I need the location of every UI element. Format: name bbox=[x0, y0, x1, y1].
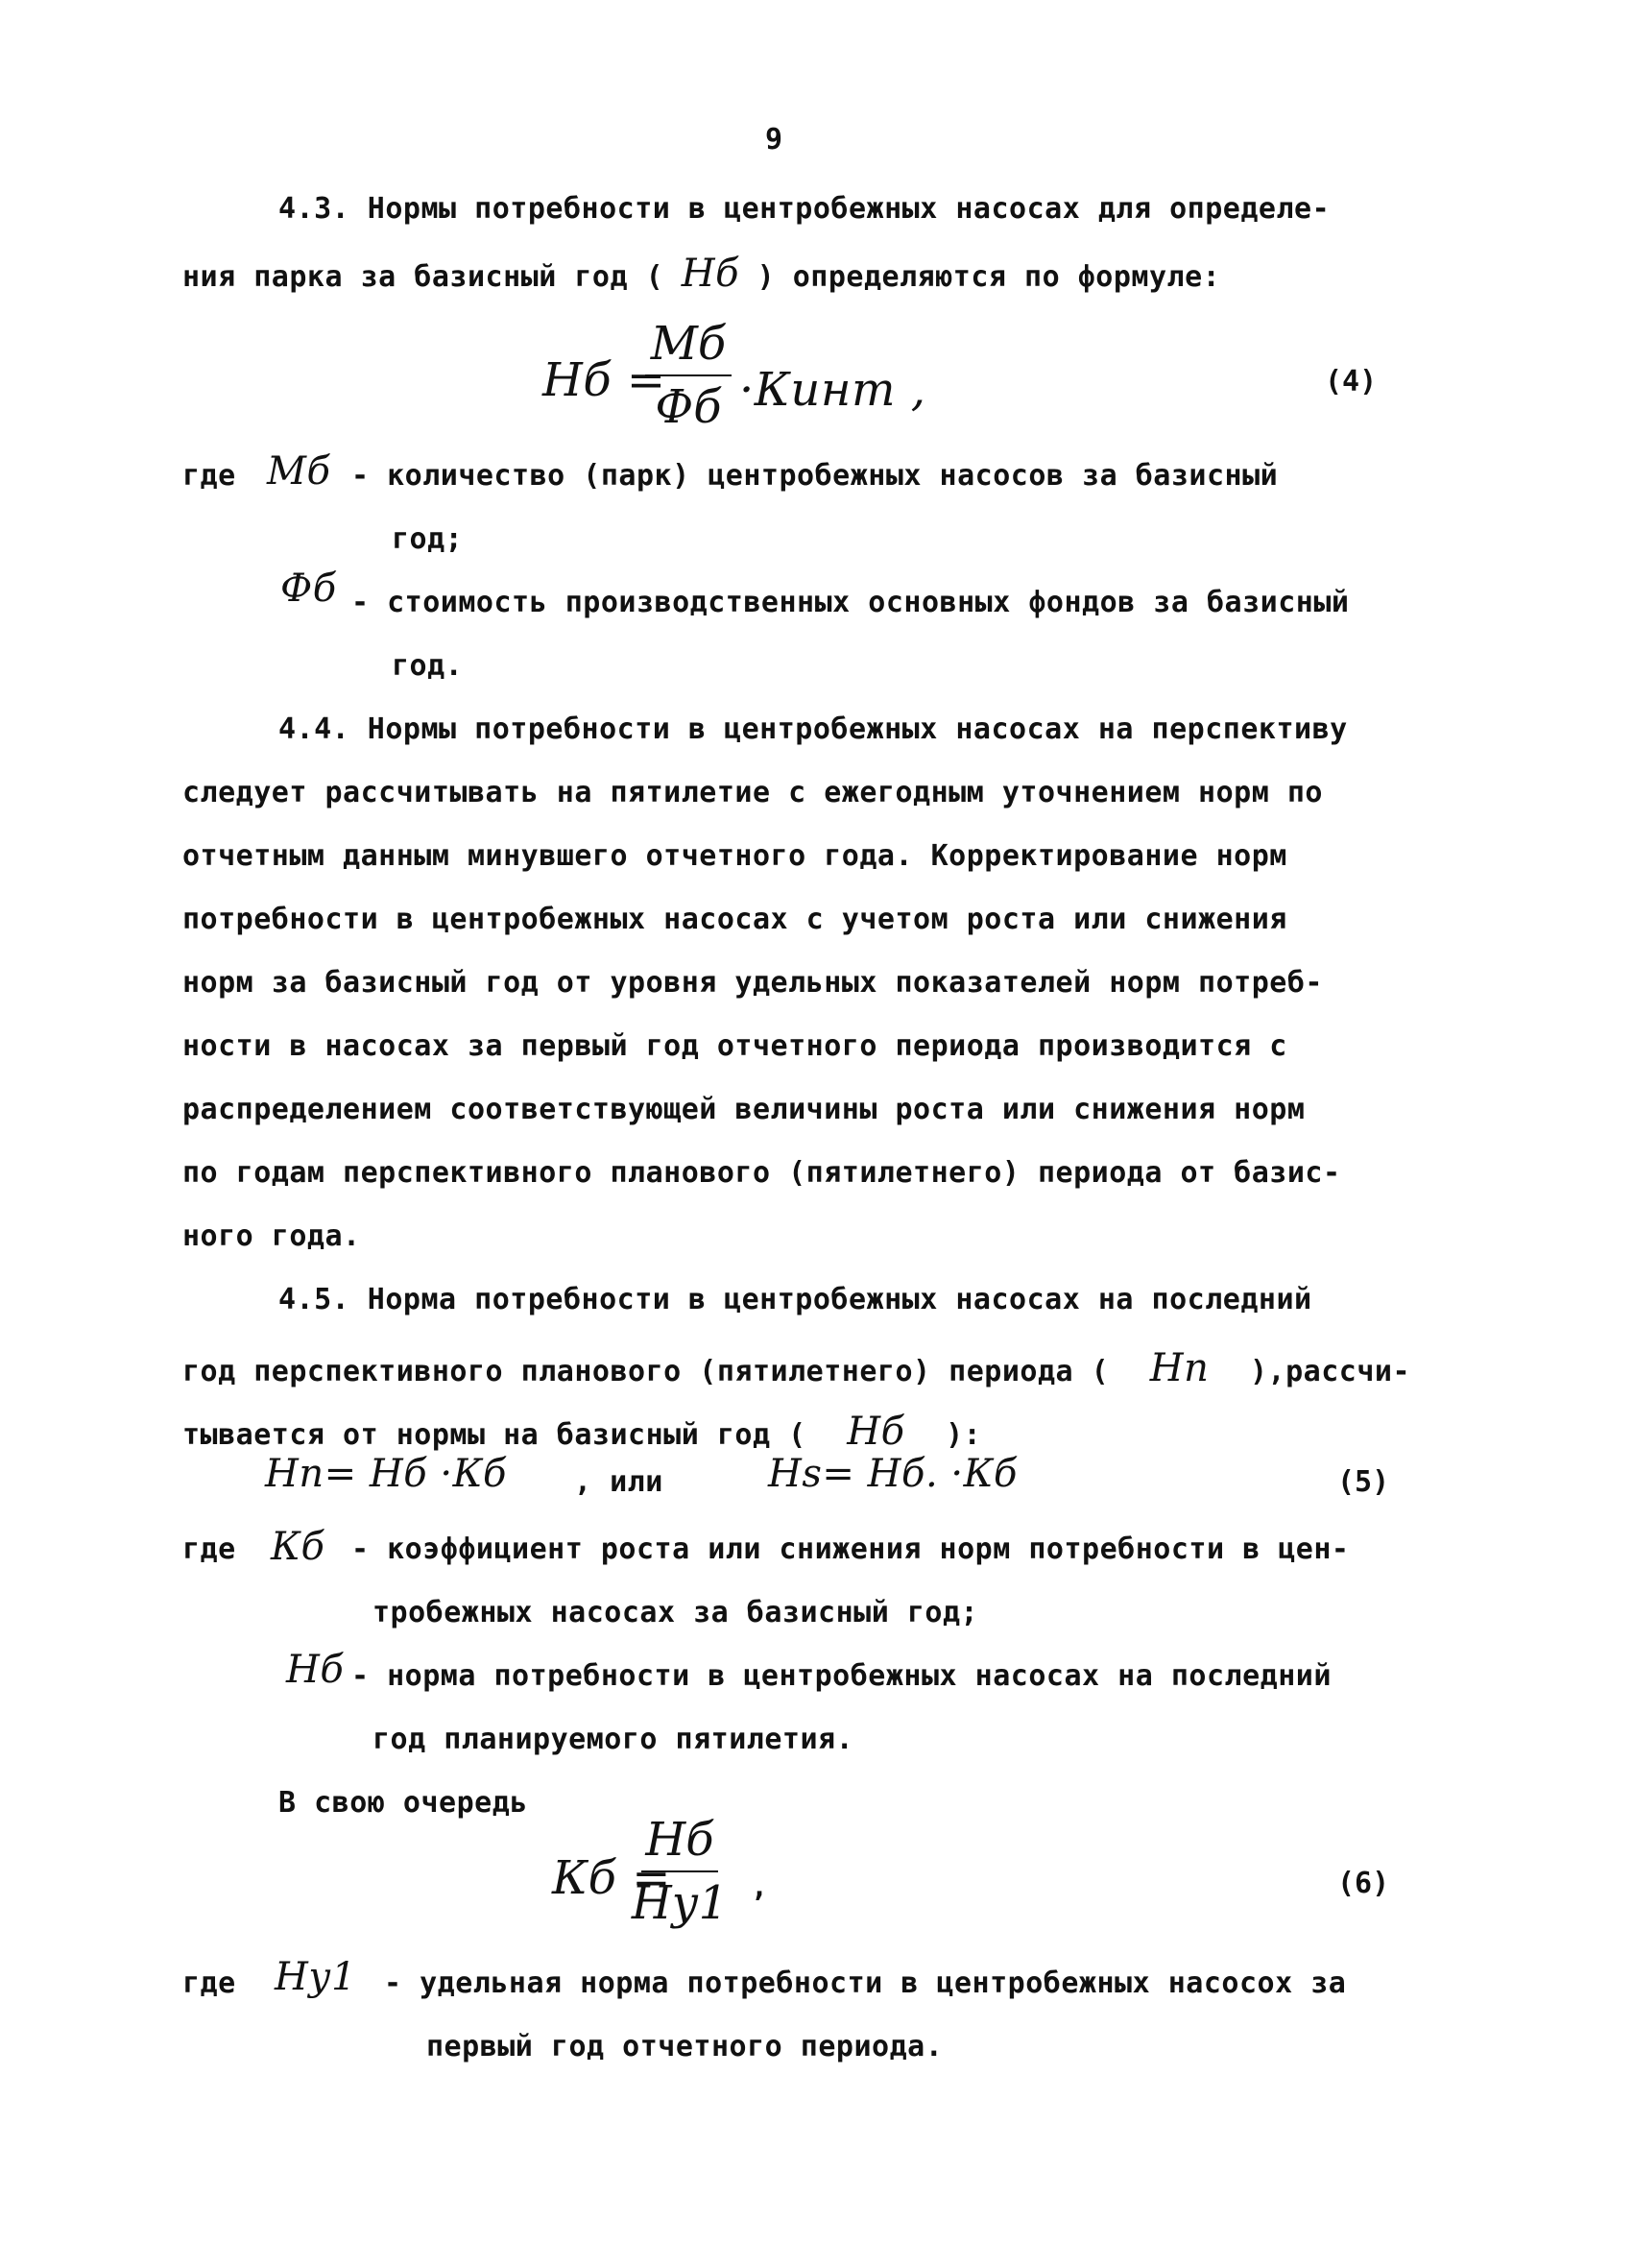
eq4-denominator: Фб bbox=[655, 380, 722, 434]
p44-line-5: норм за базисный год от уровня удельных показателей норм потреб- bbox=[182, 966, 1323, 1000]
p45-line1: 4.5. Норма потребности в центробежных насосах на последний bbox=[278, 1283, 1312, 1316]
p44-line-9: ного года. bbox=[182, 1219, 361, 1253]
where1-gde: где bbox=[182, 459, 236, 493]
eq5-label: (5) bbox=[1337, 1465, 1390, 1499]
p44-line-7: распределением соответствующей величины роста или снижения норм bbox=[182, 1093, 1306, 1126]
where2-text2a: - норма потребности в центробежных насосах на последний bbox=[351, 1659, 1332, 1693]
p43-line2b: ) определяются по формуле: bbox=[756, 260, 1221, 294]
p43-line1: 4.3. Нормы потребности в центробежных насосах для определе- bbox=[278, 192, 1331, 226]
eq6-label: (6) bbox=[1337, 1867, 1390, 1900]
eq6-fraction bbox=[631, 1813, 729, 1930]
eq4-lhs: Нб = bbox=[542, 353, 666, 407]
eq4-fraction-bar bbox=[645, 374, 732, 376]
eq6-comma: , bbox=[751, 1870, 769, 1904]
eq6-numerator: Нб bbox=[645, 1813, 714, 1867]
symbol-nb: Нб bbox=[681, 252, 740, 296]
where2-text1b: тробежных насосах за базисный год; bbox=[372, 1596, 979, 1629]
p45-line3a: тывается от нормы на базисный год ( bbox=[182, 1418, 806, 1452]
where2-text1a: - коэффициент роста или снижения норм потребности в цен- bbox=[351, 1532, 1350, 1566]
p45-line3b: ): bbox=[946, 1418, 982, 1452]
where3-symbol-ny1: Ну1 bbox=[275, 1955, 357, 1999]
where1-text2b: год. bbox=[392, 649, 464, 683]
p43-line2a: ния парка за базисный год ( bbox=[182, 260, 664, 294]
eq4-rhs: ·Кинт , bbox=[739, 363, 926, 417]
p44-line-6: ности в насосах за первый год отчетного периода производится с bbox=[182, 1029, 1287, 1063]
eq5-mid: , или bbox=[574, 1465, 663, 1499]
eq4-numerator: Mб bbox=[650, 317, 727, 371]
eq6-denominator: Ну1 bbox=[631, 1876, 729, 1930]
where3-gde: где bbox=[182, 1966, 236, 2000]
p44-line-1: 4.4. Нормы потребности в центробежных насосах на перспективу bbox=[278, 712, 1348, 746]
p43-line2 bbox=[182, 252, 1220, 296]
eq4-label: (4) bbox=[1325, 365, 1378, 398]
p45-line3 bbox=[182, 1410, 981, 1454]
where1-text1b: год; bbox=[392, 522, 464, 556]
p44-line-4: потребности в центробежных насосах с учетом роста или снижения bbox=[182, 903, 1287, 936]
p44-line-2: следует рассчитывать на пятилетие с ежегодным уточнением норм по bbox=[182, 776, 1323, 809]
where2-symbol-kb: Кб bbox=[271, 1525, 325, 1569]
eq5-left: Нп= Нб ·Кб bbox=[265, 1452, 507, 1496]
p45-line2b: ),рассчи- bbox=[1249, 1355, 1411, 1388]
symbol-nb-2: Нб bbox=[847, 1410, 905, 1454]
where3-text-a: - удельная норма потребности в центробежных насосох за bbox=[384, 1966, 1347, 2000]
intro-eq6: В свою очередь bbox=[278, 1786, 528, 1820]
p44-line-8: по годам перспективного планового (пятилетнего) периода от базис- bbox=[182, 1156, 1341, 1190]
eq5-right: Нs= Нб. ·Кб bbox=[768, 1452, 1018, 1496]
symbol-np: Нп bbox=[1149, 1346, 1210, 1390]
eq6-lhs: Кб = bbox=[552, 1851, 671, 1905]
p44-line-3: отчетным данным минувшего отчетного года. Корректирование норм bbox=[182, 839, 1287, 873]
eq6-fraction-bar bbox=[641, 1870, 718, 1872]
where1-text2a: - стоимость производственных основных фондов за базисный bbox=[351, 586, 1350, 619]
where1-symbol-fb: Фб bbox=[280, 567, 337, 611]
where2-text2b: год планируемого пятилетия. bbox=[372, 1723, 854, 1756]
where1-text1a: - количество (парк) центробежных насосов за базисный bbox=[351, 459, 1279, 493]
p45-line2 bbox=[182, 1346, 1410, 1390]
page-number: 9 bbox=[765, 123, 783, 157]
where2-gde: где bbox=[182, 1532, 236, 1566]
where1-symbol-mb: Mб bbox=[267, 449, 331, 494]
where3-text-b: первый год отчетного периода. bbox=[426, 2030, 944, 2063]
where2-symbol-nb: Нб bbox=[286, 1648, 345, 1692]
eq4-fraction bbox=[645, 317, 732, 434]
p45-line2a: год перспективного планового (пятилетнего) периода ( bbox=[182, 1355, 1110, 1388]
